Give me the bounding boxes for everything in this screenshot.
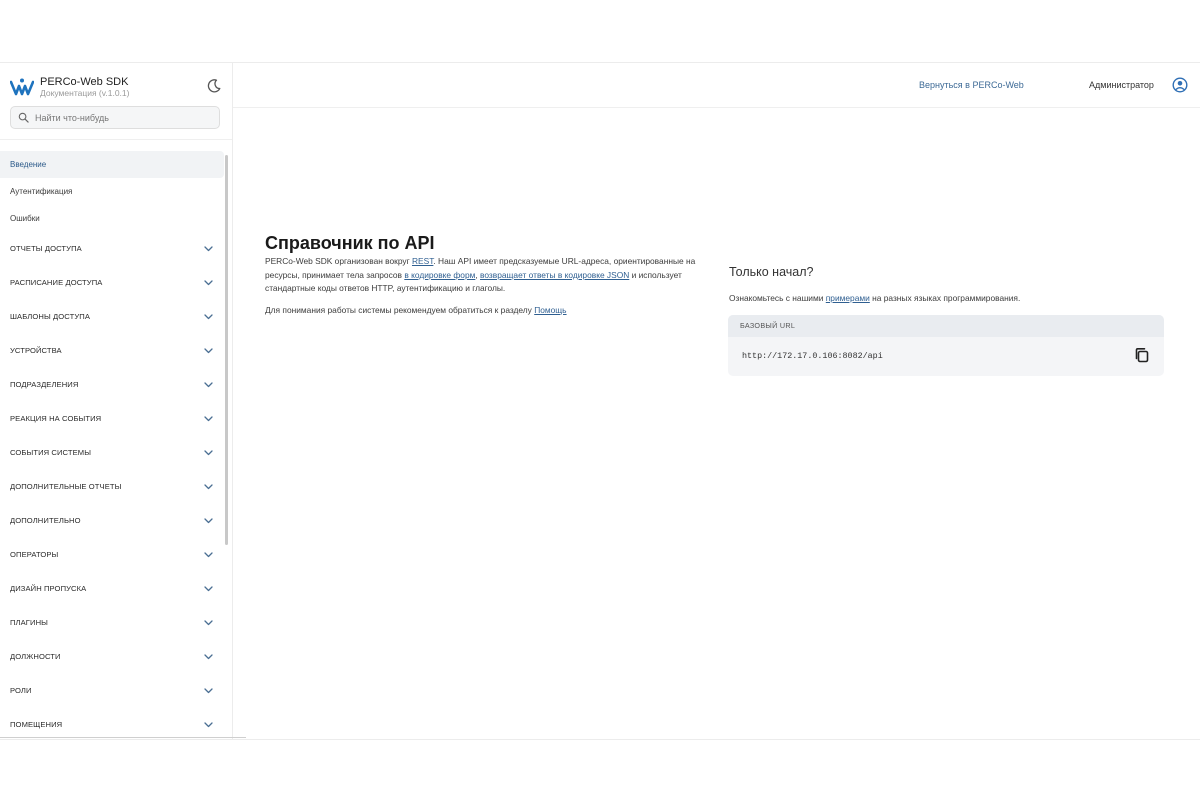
text: PERCo-Web SDK организован вокруг xyxy=(265,256,412,266)
help-paragraph xyxy=(265,304,701,318)
sidebar-group-label: ПОМЕЩЕНИЯ xyxy=(10,720,63,729)
copy-icon[interactable] xyxy=(1134,347,1150,363)
text: и использует стандартные коды ответов HTTP, аутентификацию и глаголы. xyxy=(265,269,682,293)
getting-started-text xyxy=(729,293,1020,303)
sidebar-group-label: ПОДРАЗДЕЛЕНИЯ xyxy=(10,380,79,389)
chevron-down-icon xyxy=(204,551,213,558)
top-bar xyxy=(233,63,1200,108)
sidebar-group-label: ДОПОЛНИТЕЛЬНЫЕ ОТЧЕТЫ xyxy=(10,482,122,491)
app-name: PERCo-Web SDK xyxy=(40,76,129,88)
sidebar-divider xyxy=(0,139,232,140)
sidebar-group-label: ДИЗАЙН ПРОПУСКА xyxy=(10,584,87,593)
text: . Наш API имеет предсказуемые URL-адреса, ориентированные на ресурсы, принимает тела запросов xyxy=(265,256,696,280)
sidebar-group-operators[interactable] xyxy=(0,538,224,572)
sidebar-group-additional[interactable] xyxy=(0,504,224,538)
sidebar-item-authentication[interactable] xyxy=(0,178,224,205)
getting-started-title: Только начал? xyxy=(729,265,814,279)
chevron-down-icon xyxy=(204,585,213,592)
sidebar-group-access-schedule[interactable] xyxy=(0,266,224,300)
sidebar-group-label: РОЛИ xyxy=(10,686,32,695)
sidebar-group-event-reactions[interactable] xyxy=(0,402,224,436)
chevron-down-icon xyxy=(204,313,213,320)
sidebar-group-access-reports[interactable] xyxy=(0,232,224,266)
chevron-down-icon xyxy=(204,449,213,456)
sidebar-item-label: Ошибки xyxy=(10,214,40,223)
sidebar-group-pass-design[interactable] xyxy=(0,572,224,606)
help-link[interactable]: Помощь xyxy=(534,304,567,315)
search-box[interactable] xyxy=(10,106,220,129)
sidebar-group-label: ШАБЛОНЫ ДОСТУПА xyxy=(10,312,90,321)
sidebar-group-label: СОБЫТИЯ СИСТЕМЫ xyxy=(10,448,92,457)
json-link[interactable]: возвращает ответы в кодировке JSON xyxy=(480,269,630,280)
text: , xyxy=(475,269,481,280)
chevron-down-icon xyxy=(204,517,213,524)
app-version: Документация (v.1.0.1) xyxy=(40,88,130,98)
chevron-down-icon xyxy=(204,245,213,252)
sidebar-group-label: ДОПОЛНИТЕЛЬНО xyxy=(10,516,81,525)
sidebar-group-premises[interactable] xyxy=(0,708,224,739)
perco-logo xyxy=(10,77,34,97)
sidebar-group-label: РАСПИСАНИЕ ДОСТУПА xyxy=(10,278,103,287)
page-title: Справочник по API xyxy=(265,233,435,254)
sidebar-item-errors[interactable] xyxy=(0,205,224,232)
form-encoding-link[interactable]: в кодировке форм xyxy=(404,269,476,280)
divider-line xyxy=(0,737,246,738)
sidebar-group-label: ПЛАГИНЫ xyxy=(10,618,48,627)
sidebar-group-label: УСТРОЙСТВА xyxy=(10,346,62,355)
search-icon xyxy=(18,112,29,123)
sidebar-group-divisions[interactable] xyxy=(0,368,224,402)
sidebar-group-label: РЕАКЦИЯ НА СОБЫТИЯ xyxy=(10,414,102,423)
chevron-down-icon xyxy=(204,483,213,490)
brand[interactable] xyxy=(10,75,222,99)
text: Ознакомьтесь с нашими xyxy=(729,293,826,303)
rest-link[interactable]: REST xyxy=(411,256,434,266)
base-url-card xyxy=(728,315,1164,376)
chevron-down-icon xyxy=(204,279,213,286)
search-input[interactable] xyxy=(35,110,215,125)
chevron-down-icon xyxy=(204,687,213,694)
sidebar-group-additional-reports[interactable] xyxy=(0,470,224,504)
sidebar-group-devices[interactable] xyxy=(0,334,224,368)
base-url-value[interactable]: http://172.17.0.106:8082/api xyxy=(742,351,883,361)
sidebar-group-positions[interactable] xyxy=(0,640,224,674)
intro-paragraph xyxy=(265,255,701,296)
chevron-down-icon xyxy=(204,653,213,660)
sidebar xyxy=(0,63,233,739)
sidebar-group-label: ОТЧЕТЫ ДОСТУПА xyxy=(10,244,82,253)
sidebar-group-access-templates[interactable] xyxy=(0,300,224,334)
sidebar-group-label: ОПЕРАТОРЫ xyxy=(10,550,59,559)
base-url-body xyxy=(728,337,1164,376)
user-circle-icon[interactable] xyxy=(1172,77,1188,93)
sidebar-group-roles[interactable] xyxy=(0,674,224,708)
text: на разных языках программирования. xyxy=(869,293,1021,303)
examples-link[interactable]: примерами xyxy=(825,293,870,303)
sidebar-item-introduction[interactable] xyxy=(0,151,224,178)
intro-text xyxy=(265,255,701,325)
text: Для понимания работы системы рекомендуем обратиться к разделу xyxy=(265,304,535,315)
app-window xyxy=(0,62,1200,740)
chevron-down-icon xyxy=(204,721,213,728)
base-url-label: БАЗОВЫЙ URL xyxy=(728,315,1164,337)
moon-icon[interactable] xyxy=(206,78,222,94)
sidebar-group-system-events[interactable] xyxy=(0,436,224,470)
sidebar-item-label: Введение xyxy=(10,160,47,169)
sidebar-item-label: Аутентификация xyxy=(10,187,73,196)
sidebar-group-label: ДОЛЖНОСТИ xyxy=(10,652,61,661)
chevron-down-icon xyxy=(204,381,213,388)
chevron-down-icon xyxy=(204,619,213,626)
sidebar-scrollbar[interactable] xyxy=(225,155,228,545)
sidebar-nav xyxy=(0,151,224,739)
sidebar-group-plugins[interactable] xyxy=(0,606,224,640)
back-to-perco-web-link[interactable]: Вернуться в PERCo-Web xyxy=(919,80,1024,90)
user-name[interactable]: Администратор xyxy=(1089,80,1154,90)
chevron-down-icon xyxy=(204,347,213,354)
chevron-down-icon xyxy=(204,415,213,422)
